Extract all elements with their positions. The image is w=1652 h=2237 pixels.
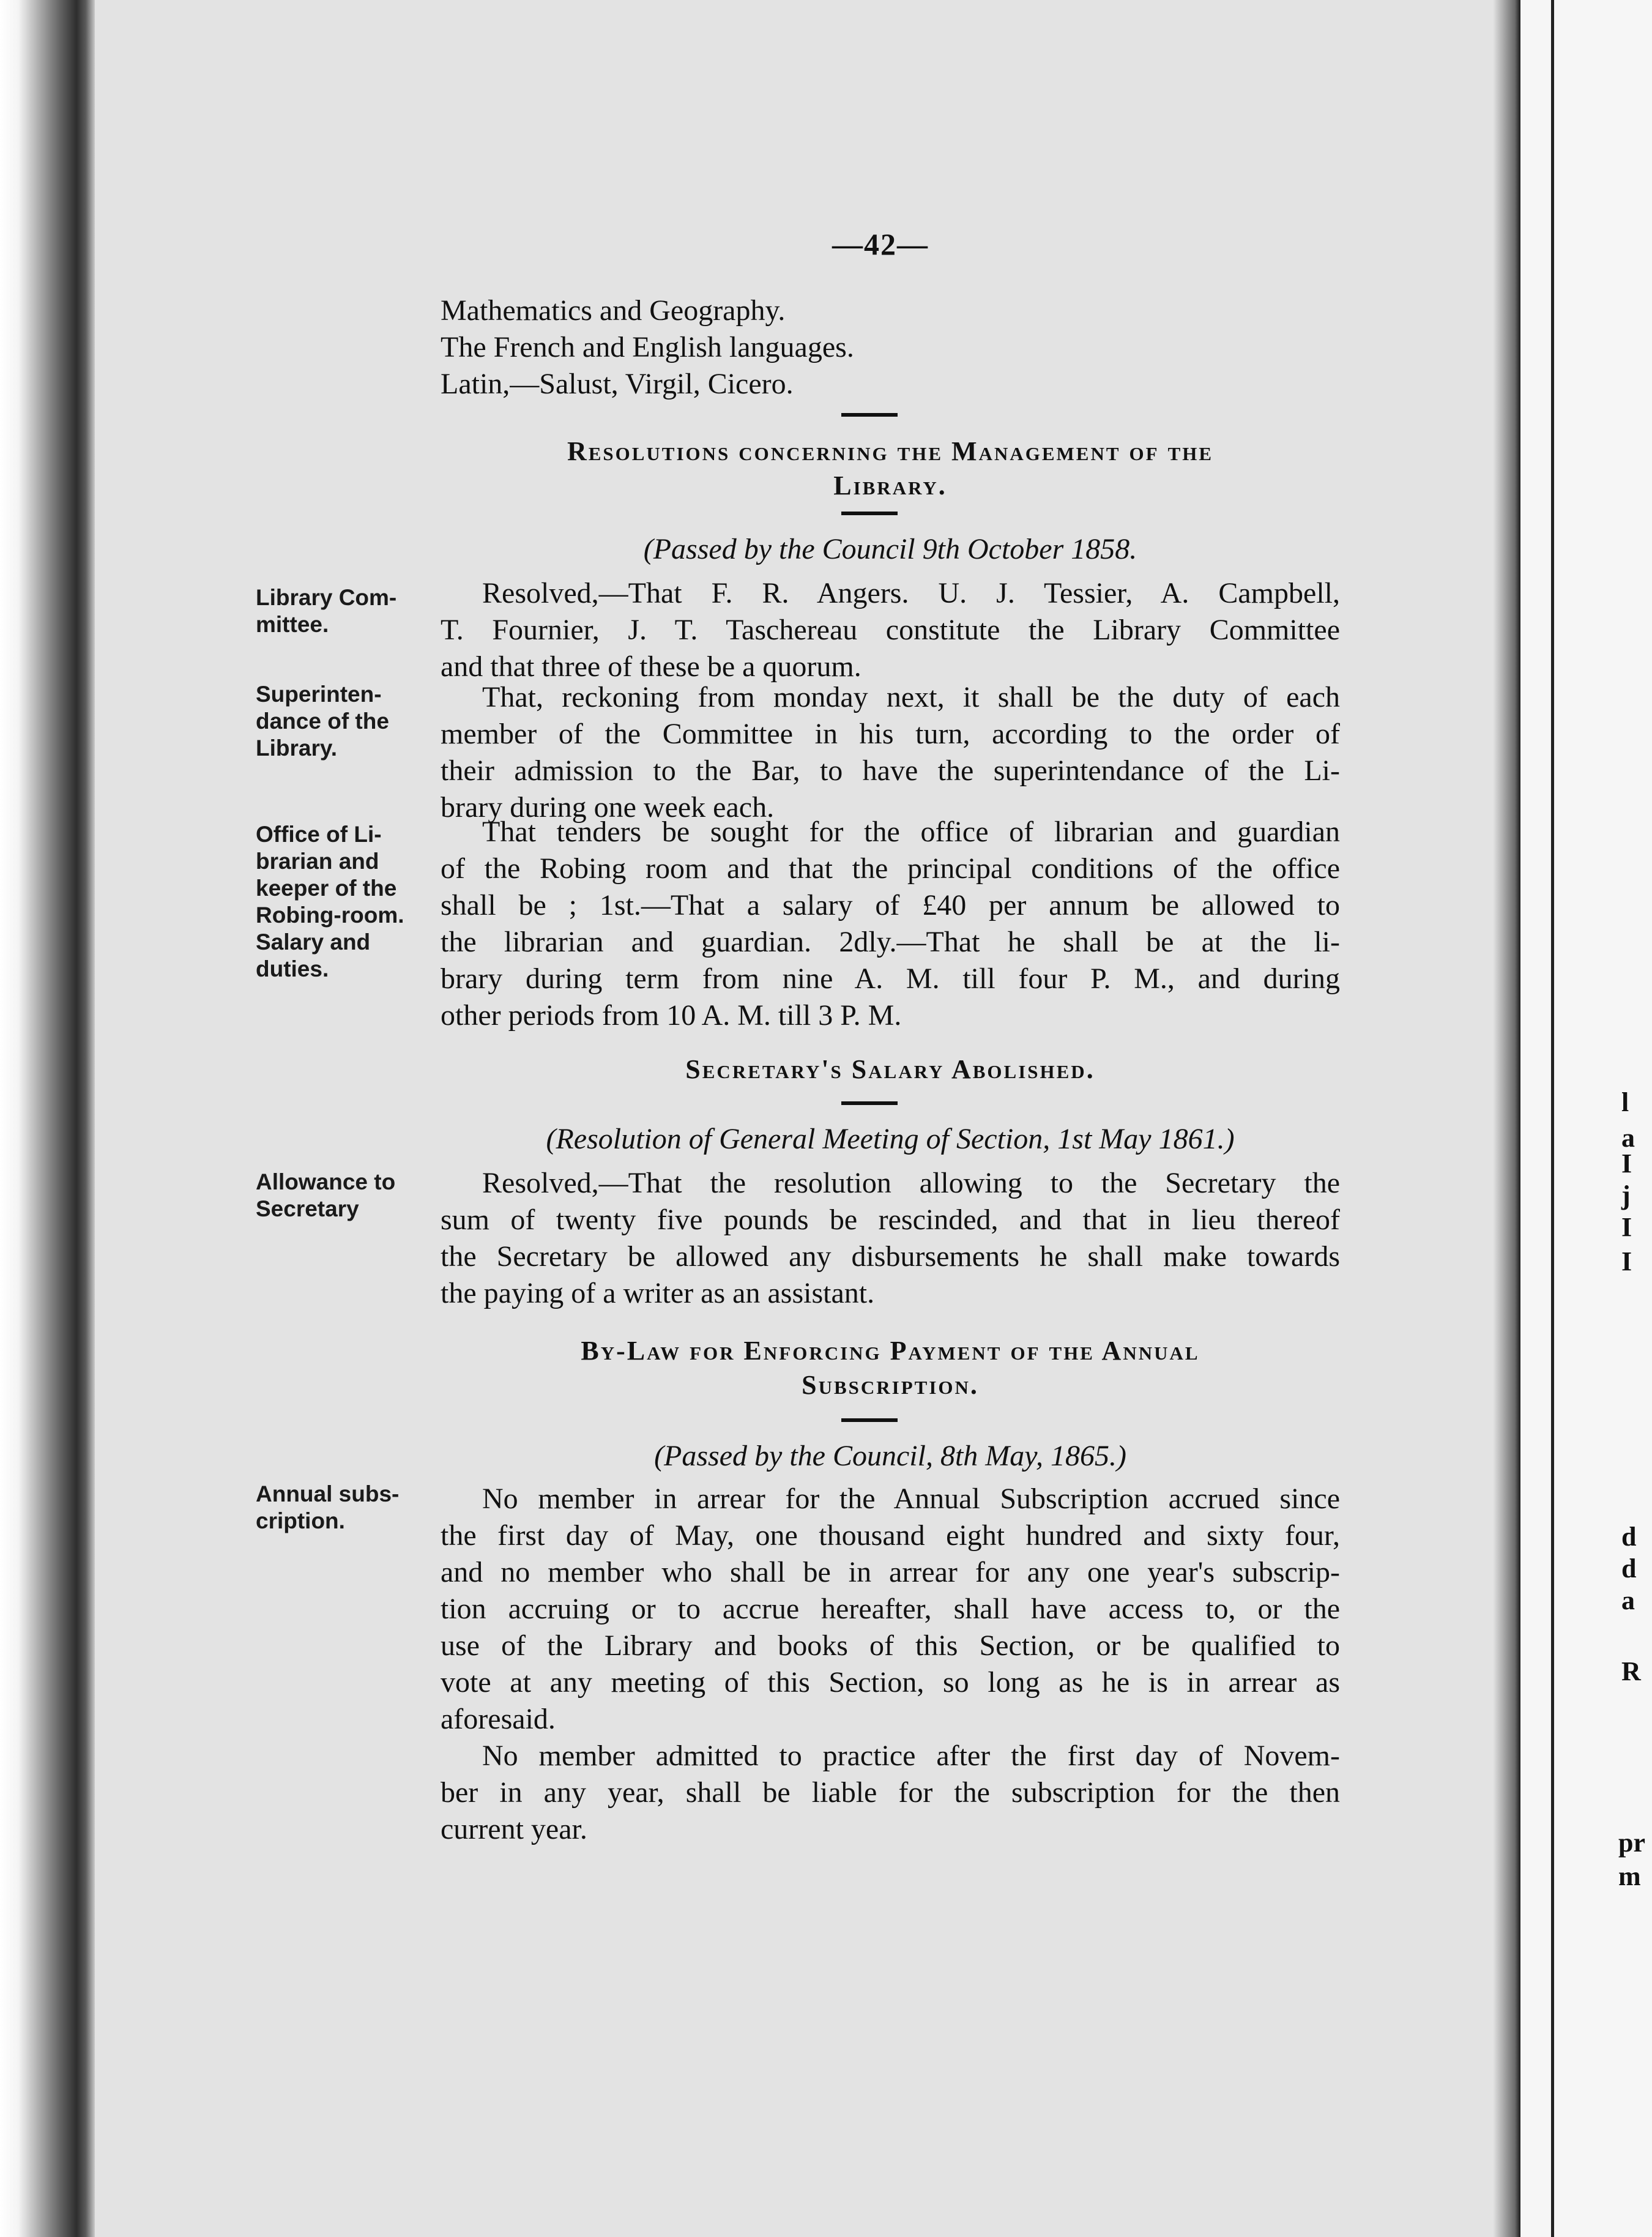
paragraph-line: other periods from 10 A. M. till 3 P. M. [441, 999, 902, 1032]
paragraph-line: the paying of a writer as an assistant. [441, 1277, 875, 1309]
intro-line: Latin,—Salust, Virgil, Cicero. [441, 368, 794, 400]
paragraph-line: That tenders be sought for the office of librarian and guardian [482, 816, 1340, 848]
facing-page-fragment: a [1621, 1123, 1635, 1153]
book-spine-edge [0, 0, 95, 2237]
facing-page-fragment: I [1621, 1246, 1632, 1276]
paragraph-line: the librarian and guardian. 2dly.—That he shall be at the li- [441, 926, 1340, 958]
paragraph-secretary-allowance [441, 1165, 1340, 1312]
margin-note-line: brarian and [256, 849, 379, 874]
paragraph-line: vote at any meeting of this Section, so long as he is in arrear as [441, 1666, 1340, 1699]
margin-note-line: Robing-room. [256, 903, 404, 928]
heading-line: Secretary's Salary Abolished. [685, 1054, 1095, 1084]
page-number: —42— [832, 227, 929, 261]
margin-note-line: Secretary [256, 1196, 359, 1221]
margin-note-line: cription. [256, 1508, 345, 1533]
margin-note-line: mittee. [256, 612, 329, 637]
paragraph-line: No member admitted to practice after the first day of Novem- [482, 1740, 1340, 1772]
margin-note-office-of-librarian [256, 821, 427, 983]
margin-note-line: dance of the [256, 709, 389, 734]
facing-page-fragment: m [1618, 1861, 1641, 1891]
paragraph-line: and no member who shall be in arrear for any one year's subscrip- [441, 1556, 1340, 1588]
passed-date-bylaw: (Passed by the Council, 8th May, 1865.) [654, 1440, 1126, 1472]
paragraph-line: brary during one week each. [441, 791, 775, 824]
margin-note-line: Superinten- [256, 682, 382, 707]
paragraph-line: T. Fournier, J. T. Taschereau constitute the Library Committee [441, 614, 1340, 646]
section-rule [841, 1101, 898, 1105]
section-rule [841, 512, 898, 515]
heading-line: Library. [833, 471, 947, 501]
paragraph-line: sum of twenty five pounds be rescinded, and that in lieu thereof [441, 1204, 1340, 1236]
facing-page-fragment: l [1621, 1087, 1629, 1117]
paragraph-new-members [441, 1738, 1340, 1848]
paragraph-annual-subscription [441, 1481, 1340, 1738]
paragraph-line: tion accruing or to accrue hereafter, shall have access to, or the [441, 1593, 1340, 1625]
paragraph-line: member of the Committee in his turn, according to the order of [441, 718, 1340, 750]
paragraph-line: use of the Library and books of this Section, or be qualified to [441, 1629, 1340, 1662]
facing-page-fragment: j [1621, 1180, 1631, 1210]
facing-page-fragment: d [1621, 1522, 1637, 1552]
margin-note-annual-subscription [256, 1481, 427, 1535]
passed-date-library: (Passed by the Council 9th October 1858. [643, 533, 1137, 565]
page-border-line [1551, 0, 1554, 2237]
margin-note-allowance [256, 1169, 427, 1223]
section-heading-library [441, 434, 1340, 503]
paragraph-line: of the Robing room and that the principal conditions of the office [441, 852, 1340, 885]
heading-line: Resolutions concerning the Management of the [567, 436, 1214, 466]
section-heading-bylaw [441, 1334, 1340, 1402]
paragraph-line: the Secretary be allowed any disbursements he shall make towards [441, 1240, 1340, 1273]
paragraph-line: ber in any year, shall be liable for the subscription for the then [441, 1776, 1340, 1809]
margin-note-line: Office of Li- [256, 822, 382, 847]
facing-page-fragment: I [1621, 1212, 1632, 1242]
section-rule [841, 413, 898, 417]
paragraph-line: aforesaid. [441, 1703, 556, 1735]
margin-note-line: Allowance to [256, 1169, 396, 1194]
paragraph-line: brary during term from nine A. M. till four P. M., and during [441, 962, 1340, 995]
paragraph-line: Resolved,—That F. R. Angers. U. J. Tessier, A. Campbell, [482, 577, 1340, 609]
margin-note-line: Salary and [256, 929, 371, 955]
facing-page-fragment: I [1621, 1148, 1632, 1178]
intro-line: Mathematics and Geography. [441, 294, 786, 327]
margin-note-line: Library Com- [256, 585, 397, 610]
paragraph-line: the first day of May, one thousand eight hundred and sixty four, [441, 1519, 1340, 1552]
facing-page-fragment: R [1621, 1656, 1641, 1686]
paragraph-line: Resolved,—That the resolution allowing to the Secretary the [482, 1167, 1340, 1199]
heading-line: By-Law for Enforcing Payment of the Annual [581, 1336, 1200, 1366]
paragraph-line: shall be ; 1st.—That a salary of £40 per annum be allowed to [441, 889, 1340, 921]
facing-page-fragment: pr [1618, 1828, 1645, 1858]
facing-page-fragment: d [1621, 1554, 1637, 1584]
gutter-shadow [1493, 0, 1520, 2237]
facing-page [1520, 0, 1652, 2237]
paragraph-line: current year. [441, 1813, 587, 1845]
paragraph-line: their admission to the Bar, to have the superintendance of the Li- [441, 754, 1340, 787]
heading-line: Subscription. [802, 1370, 979, 1400]
passed-date-secretary: (Resolution of General Meeting of Section, 1st May 1861.) [546, 1123, 1235, 1155]
margin-note-superintendance [256, 681, 427, 762]
margin-note-line: keeper of the [256, 876, 397, 901]
paragraph-line: and that three of these be a quorum. [441, 650, 861, 683]
intro-list [441, 292, 1340, 403]
margin-note-line: Library. [256, 735, 337, 761]
section-rule [841, 1418, 898, 1422]
margin-note-library-committee [256, 584, 427, 638]
margin-note-line: duties. [256, 956, 329, 981]
facing-page-fragment: a [1621, 1585, 1635, 1615]
paragraph-library-committee [441, 575, 1340, 685]
intro-line: The French and English languages. [441, 331, 854, 363]
paragraph-line: No member in arrear for the Annual Subscription accrued since [482, 1483, 1340, 1515]
margin-note-line: Annual subs- [256, 1481, 400, 1506]
paragraph-superintendance [441, 679, 1340, 826]
section-heading-secretary [441, 1052, 1340, 1087]
paragraph-office-of-librarian [441, 814, 1340, 1034]
paragraph-line: That, reckoning from monday next, it shall be the duty of each [482, 681, 1340, 713]
